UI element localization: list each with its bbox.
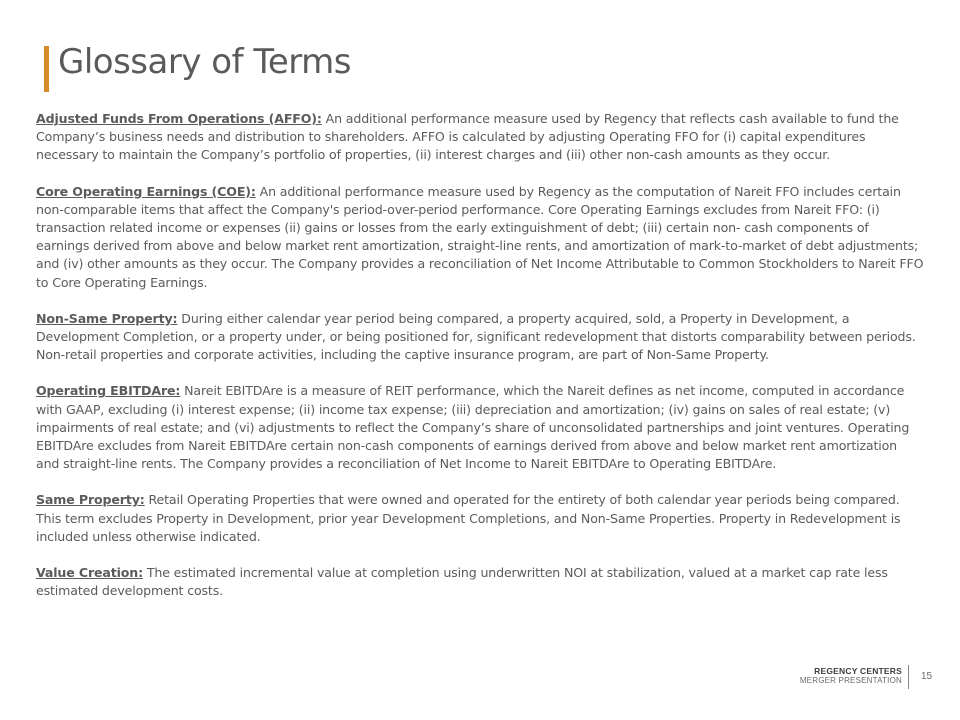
glossary-definition: An additional performance measure used by Regency that reflects cash available to fund the Company’s business needs and distribution to shareholders. AFFO is calculated by adjusting Operating FFO for (i) capital expenditures necessary to maintain the Company’s portfolio of properties, (ii) interest charges and (iii) other non-cash amounts as they occur. (36, 111, 899, 163)
page-title: Glossary of Terms (58, 42, 351, 82)
footer-brand (800, 666, 902, 685)
brand-subtitle: MERGER PRESENTATION (799, 676, 902, 685)
glossary-entry-affo (36, 110, 924, 165)
glossary-term: Non-Same Property: (36, 310, 178, 326)
glossary-term: Adjusted Funds From Operations (AFFO): (36, 111, 322, 126)
glossary-entry-value-creation (36, 564, 924, 600)
glossary-entry-non-same-property (36, 310, 924, 365)
glossary-list (36, 110, 924, 618)
glossary-entry-same-property (36, 491, 924, 546)
title-accent-bar (44, 46, 49, 92)
footer-divider (908, 665, 909, 689)
page-number: 15 (921, 671, 933, 682)
glossary-term: Core Operating Earnings (COE): (36, 183, 256, 199)
glossary-entry-coe (36, 183, 924, 292)
brand-name: REGENCY CENTERS (814, 666, 902, 676)
glossary-definition: An additional performance measure used by Regency as the computation of Nareit FFO includes certain non-comparable items that affect the Company's period-over-period performance. Core Operating Earnings excludes from Nareit FFO: (i) transaction related income or expenses (ii) gains or losses from the early extinguishment of debt; (iii) certain non- cash components of earnings derived from above and below market rent amortization, straight-line rents, and amortization of mark-to-market of debt adjustments; and (iv) other amounts as they occur. The Company provides a reconciliation of Net Income Attributable to Common Stockholders to Nareit FFO to Core Operating Earnings. (36, 183, 924, 290)
glossary-definition: Retail Operating Properties that were owned and operated for the entirety of both calendar year periods being compared. This term excludes Property in Development, prior year Development Completions, and Non-Same Properties. Property in Redevelopment is included unless otherwise indicated. (36, 492, 901, 544)
glossary-definition: The estimated incremental value at completion using underwritten NOI at stabilization, valued at a market cap rate less estimated development costs. (36, 565, 888, 599)
glossary-definition: Nareit EBITDAre is a measure of REIT performance, which the Nareit defines as net income, computed in accordance with GAAP, excluding (i) interest expense; (ii) income tax expense; (iii) depreciation and amortization; (iv) gains on sales of real estate; (v) impairments of real estate; and (vi) adjustments to reflect the Company’s share of unconsolidated partnerships and joint ventures. Operating EBITDAre excludes from Nareit EBITDAre certain non-cash components of earnings derived from above and below market rent amortization and straight-line rents. The Company provides a reconciliation of Net Income to Nareit EBITDAre to Operating EBITDAre. (36, 383, 910, 472)
glossary-definition: During either calendar year period being compared, a property acquired, sold, a Property in Development, a Development Completion, or a property under, or being positioned for, significant redevelopment that distorts comparability between periods. Non-retail properties and corporate activities, including the captive insurance program, are part of Non-Same Property. (36, 310, 916, 363)
glossary-term: Same Property: (36, 492, 145, 508)
glossary-term: Value Creation: (36, 565, 143, 581)
glossary-term: Operating EBITDAre: (36, 383, 181, 399)
glossary-entry-operating-ebitdare (36, 382, 924, 473)
